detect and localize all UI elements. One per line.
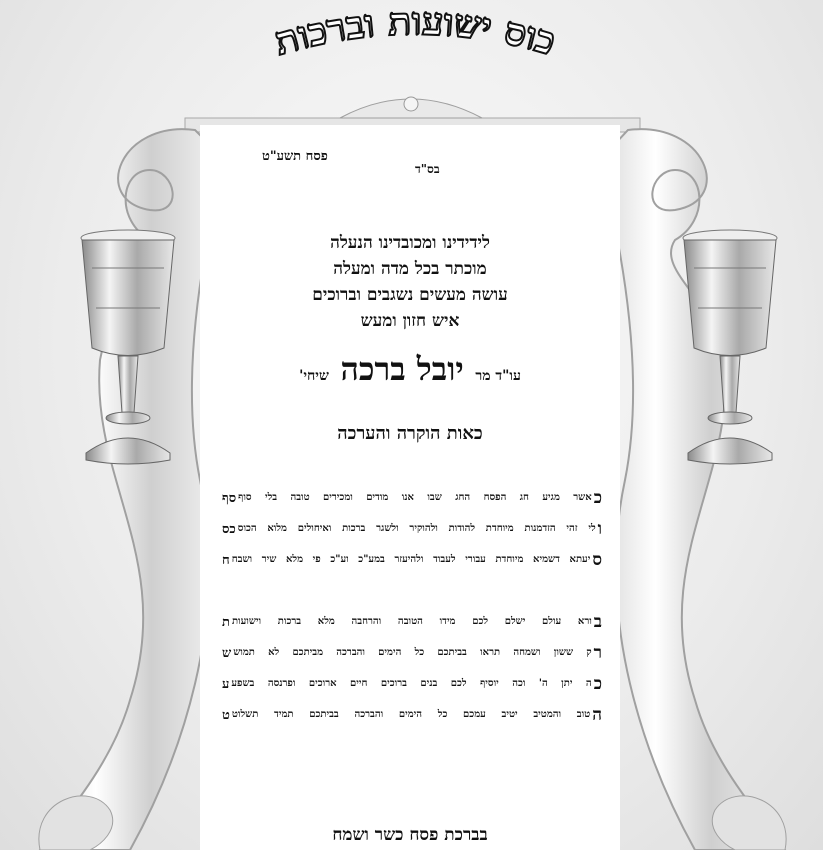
acrostic-line — [222, 606, 602, 637]
acrostic-end-letters: ש — [222, 645, 232, 661]
acrostic-end-letters: ע — [222, 676, 230, 692]
acrostic-end-letters: ח — [222, 552, 230, 568]
subtitle: כאות הוקרה והערכה — [337, 423, 483, 444]
honoree-prefix: עו"ד מר — [475, 368, 521, 384]
honoree-name: יובל ברכה — [340, 350, 464, 388]
acrostic-initial: ו — [597, 518, 602, 539]
title-text: כוס ישועות וברכות — [269, 0, 561, 64]
acrostic-text: ק ששון ושמחה תראו בביתכם כל הימים והברכה מביתכם לא תמוש — [233, 647, 592, 658]
page-title — [200, 2, 630, 92]
honoree-suffix: שיחי' — [299, 368, 329, 384]
address-line: לידידינו ומכובדינו הנעלה — [330, 233, 490, 253]
address-line: איש חזון ומעש — [360, 311, 460, 331]
acrostic-text: יעתא דשמיא מיוחדת עבורי לעבוד ולהיעזר במע"כ וע"כ פי מלא שיר ושבח — [231, 554, 591, 565]
address-line: עושה מעשים נשגבים וברוכים — [312, 285, 508, 305]
paragraph-1 — [222, 482, 602, 575]
acrostic-line — [222, 637, 602, 668]
acrostic-text: אשר מגיע חג הפסח החג שבו אנו מודים ומכירים טובה בלי סוף — [238, 492, 592, 503]
acrostic-text: ה יתן ה' וכה יוסיף לכם בנים ברוכים חיים ארוכים ופרנסה בשפע — [231, 678, 592, 689]
honoree-line — [200, 350, 620, 388]
closing-blessing: בברכת פסח כשר ושמח — [332, 825, 488, 845]
acrostic-text: לי זהי הזדמנות מיוחדת להודות ולהוקיר ולשגר ברכות ואיחולים מלוא הכוס — [237, 523, 596, 534]
acrostic-text: ורא עולם ישלם לכם מידו הטובה והרחבה מלא ברכות וישועות — [231, 616, 592, 627]
acrostic-line — [222, 699, 602, 730]
acrostic-initial: ס — [592, 549, 602, 570]
svg-text:כוס ישועות וברכות — [270, 0, 561, 64]
acrostic-initial: ר — [593, 642, 602, 663]
acrostic-line — [222, 513, 602, 544]
acrostic-initial: כ — [593, 487, 602, 508]
acrostic-end-letters: ת — [222, 614, 230, 630]
address-block — [230, 230, 590, 334]
paragraph-2 — [222, 606, 602, 730]
address-line: מוכתר בכל מדה ומעלה — [333, 259, 487, 279]
acrostic-end-letters: כס — [222, 521, 236, 537]
acrostic-end-letters: ט — [222, 707, 230, 723]
season-label: פסח תשע"ט — [262, 149, 328, 164]
title-arc — [200, 2, 630, 92]
acrostic-line — [222, 482, 602, 513]
bsd-label: בס"ד — [415, 162, 440, 176]
acrostic-text: טוב והמטיב יטיב עמכם כל הימים והברכה בביתכם תמיד תשלוט — [231, 709, 591, 720]
acrostic-line — [222, 668, 602, 699]
acrostic-end-letters: סף — [222, 490, 237, 506]
acrostic-initial: ה — [592, 704, 602, 725]
acrostic-line — [222, 544, 602, 575]
acrostic-initial: ב — [593, 611, 602, 632]
kiddush-cup-right — [680, 228, 780, 468]
kiddush-cup-left — [78, 228, 178, 468]
acrostic-initial: כ — [593, 673, 602, 694]
